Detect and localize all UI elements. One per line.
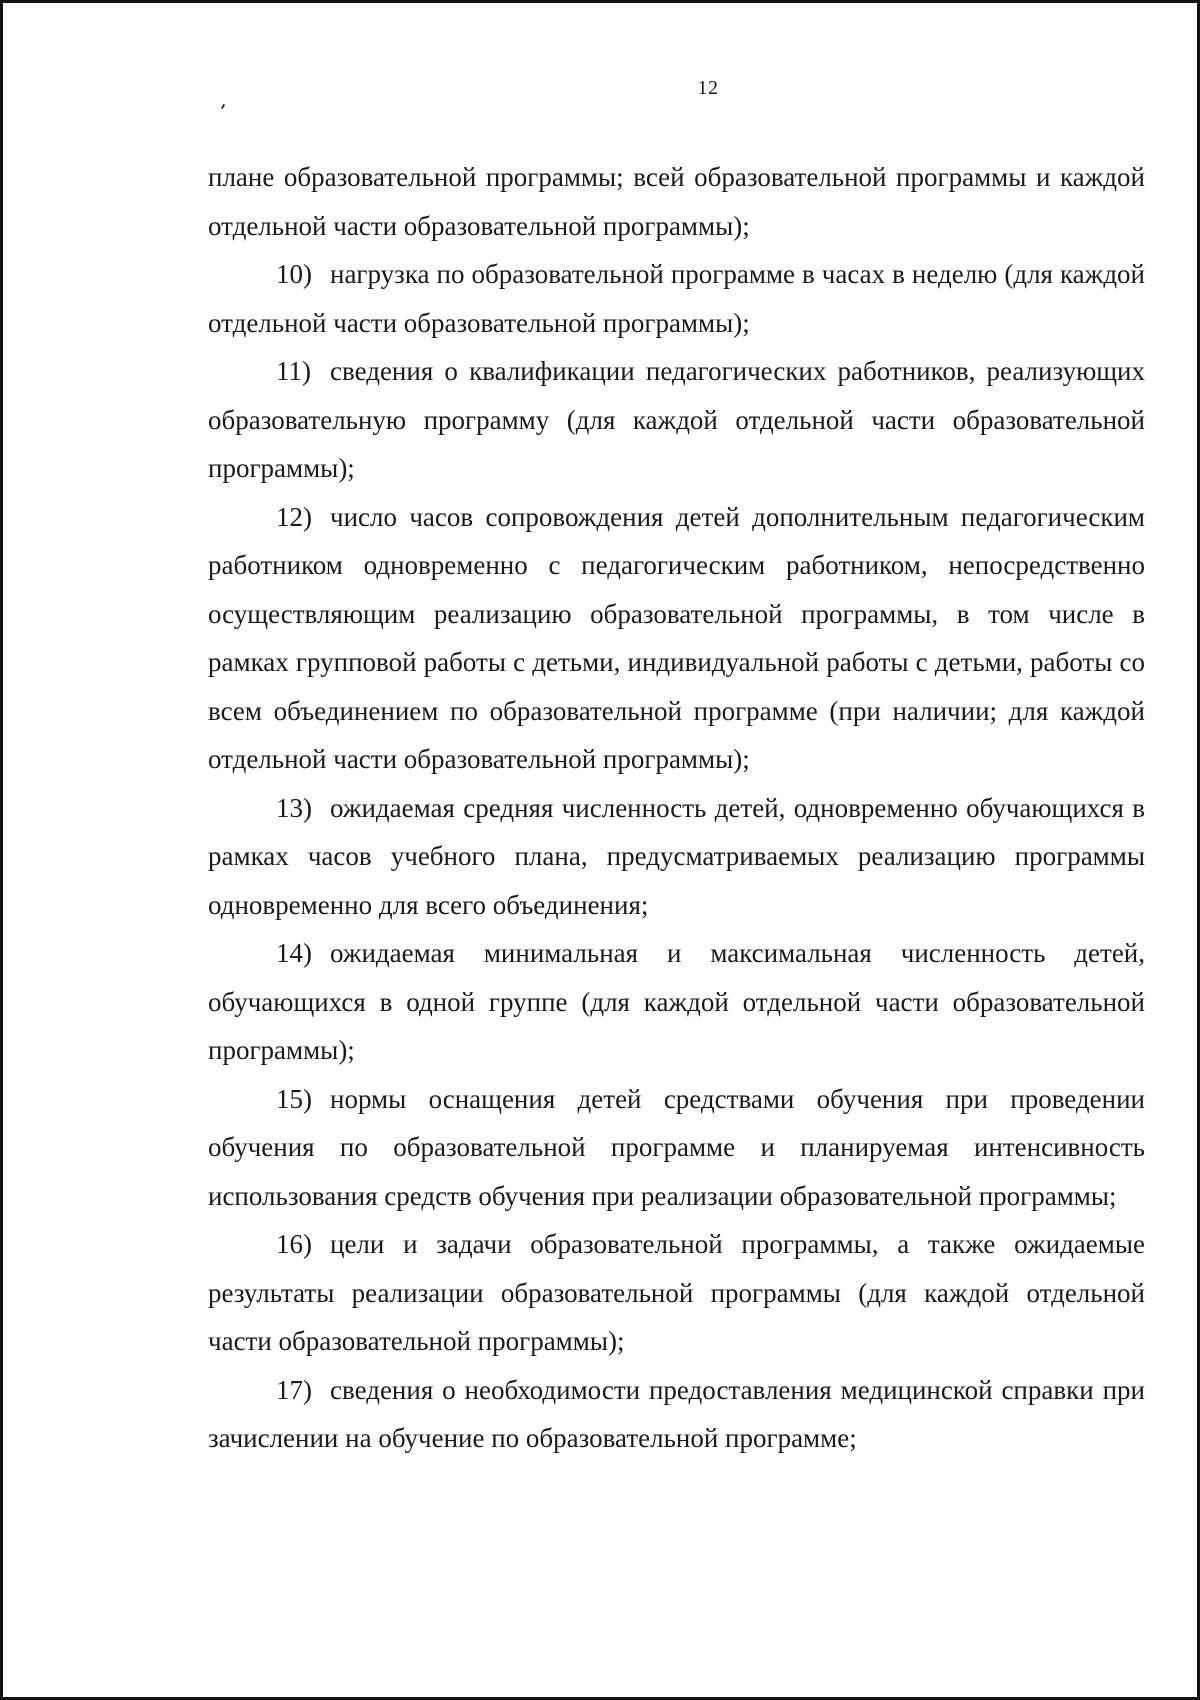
- list-item-text: сведения о необходимости предоставления медицинской справки при зачислении на обучение по образовательной программе;: [208, 1374, 1145, 1453]
- list-item-text: ожидаемая средняя численность детей, одновременно обучающихся в рамках часов учебного плана, предусматриваемых реализацию программы одновременно для всего объединения;: [208, 792, 1145, 920]
- list-item-text: число часов сопровождения детей дополнительным педагогическим работником одновременно с педагогическим работником, непосредственно осуществляющим реализацию образовательной программы, в том числе в рамках групповой работы с детьми, индивидуальной работы с детьми, работы со всем объединением по образовательной программе (при наличии; для каждой отдельной части образовательной программы);: [208, 501, 1145, 774]
- list-item: [208, 493, 1145, 784]
- list-item-number: 16): [276, 1229, 312, 1259]
- page-number: 12: [697, 77, 719, 99]
- list-item: [208, 784, 1145, 930]
- list-item: [208, 1075, 1145, 1221]
- list-item: [208, 1220, 1145, 1366]
- list-item-text: нагрузка по образовательной программе в часах в неделю (для каждой отдельной части образовательной программы);: [208, 259, 1145, 338]
- continuation-paragraph: плане образовательной программы; всей образовательной программы и каждой отдельной части образовательной программы);: [208, 162, 1145, 241]
- list-item: [208, 250, 1145, 347]
- list-item-number: 10): [276, 259, 312, 289]
- list-item-number: 12): [276, 501, 312, 532]
- document-body: [208, 153, 1145, 1463]
- list-item-text: сведения о квалификации педагогических работников, реализующих образовательную программу (для каждой отдельной части образовательной программы);: [208, 356, 1145, 483]
- list-item-text: ожидаемая минимальная и максимальная численность детей, обучающихся в одной группе (для каждой отдельной части образовательной программы);: [208, 938, 1145, 1065]
- scan-artifact: [221, 104, 225, 109]
- list-item: [208, 1366, 1145, 1463]
- list-item: [208, 347, 1145, 493]
- list-item-number: 15): [276, 1083, 312, 1114]
- list-item-number: 17): [276, 1374, 312, 1405]
- list-item-number: 11): [276, 356, 311, 386]
- list-item-text: цели и задачи образовательной программы, а также ожидаемые результаты реализации образовательной программы (для каждой отдельной части образовательной программы);: [208, 1229, 1145, 1356]
- list-item-number: 13): [276, 792, 312, 823]
- list-item: [208, 929, 1145, 1075]
- list-item-number: 14): [276, 938, 312, 968]
- list-item-text: нормы оснащения детей средствами обучения при проведении обучения по образовательной программе и планируемая интенсивность использования средств обучения при реализации образовательной программы;: [208, 1083, 1145, 1211]
